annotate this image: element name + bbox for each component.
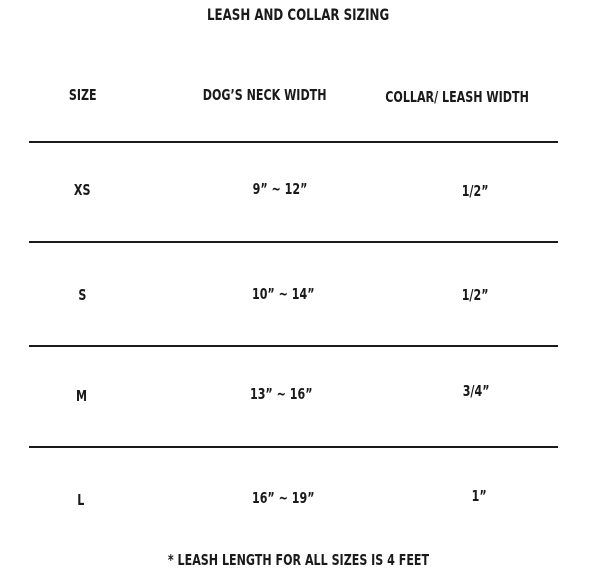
footnote: * LEASH LENGTH FOR ALL SIZES IS 4 FEET [167,551,429,569]
page-title [0,5,596,25]
table-divider [29,345,558,347]
table-divider [29,241,558,243]
table-divider [29,141,558,143]
table-divider [29,446,558,448]
page-title-text: LEASH AND COLLAR SIZING [206,5,390,24]
